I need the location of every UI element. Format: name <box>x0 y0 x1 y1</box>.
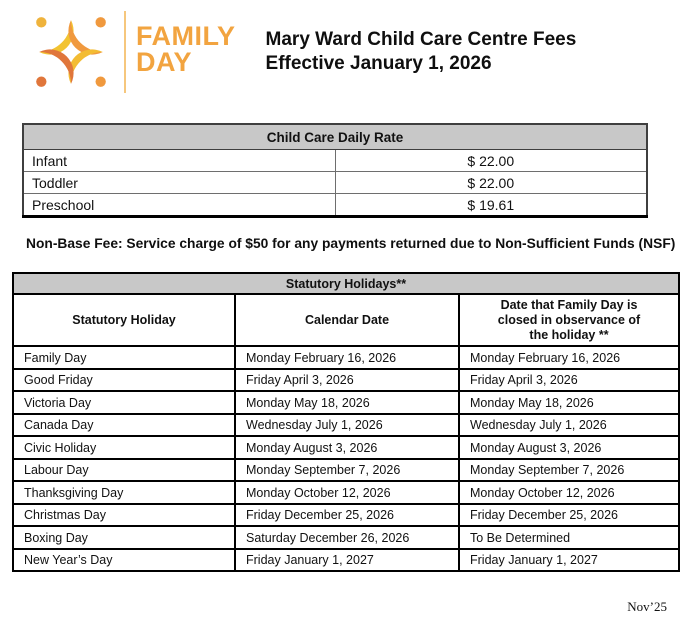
closure-date: Monday May 18, 2026 <box>459 391 679 414</box>
closure-date: Monday August 3, 2026 <box>459 436 679 459</box>
rate-label: Preschool <box>23 194 335 217</box>
table-row <box>13 436 679 459</box>
revision-date: Nov’25 <box>627 599 667 615</box>
column-header-closure-date: Date that Family Day is closed in observance of the holiday ** <box>459 294 679 346</box>
closure-date: Wednesday July 1, 2026 <box>459 414 679 437</box>
daily-rate-table <box>22 123 648 218</box>
daily-rate-table-title: Child Care Daily Rate <box>23 124 647 150</box>
table-row <box>13 504 679 527</box>
document-header <box>0 0 700 99</box>
holiday-name: New Year’s Day <box>13 549 235 572</box>
table-row <box>13 481 679 504</box>
table-row <box>13 459 679 482</box>
rate-label: Toddler <box>23 172 335 194</box>
table-row <box>23 150 647 172</box>
closure-date: Friday January 1, 2027 <box>459 549 679 572</box>
logo-wordmark-line1: FAMILY <box>136 21 236 51</box>
page-title-line2: Effective January 1, 2026 <box>265 52 492 74</box>
calendar-date: Monday October 12, 2026 <box>235 481 459 504</box>
closure-date: Friday December 25, 2026 <box>459 504 679 527</box>
table-row <box>13 549 679 572</box>
calendar-date: Monday May 18, 2026 <box>235 391 459 414</box>
table-row <box>13 346 679 369</box>
calendar-date: Friday January 1, 2027 <box>235 549 459 572</box>
holidays-column-header-row <box>13 294 679 346</box>
holiday-name: Good Friday <box>13 369 235 392</box>
holiday-name: Boxing Day <box>13 526 235 549</box>
logo-wordmark <box>136 21 236 77</box>
column-header-calendar-date: Calendar Date <box>235 294 459 346</box>
table-row <box>13 526 679 549</box>
statutory-holidays-table <box>12 272 680 572</box>
family-day-logo-icon <box>27 9 115 95</box>
rate-value: $ 19.61 <box>335 194 647 217</box>
calendar-date: Friday April 3, 2026 <box>235 369 459 392</box>
holiday-name: Victoria Day <box>13 391 235 414</box>
page-title <box>266 28 577 76</box>
table-row <box>23 194 647 217</box>
holiday-name: Family Day <box>13 346 235 369</box>
closure-date: To Be Determined <box>459 526 679 549</box>
holiday-name: Christmas Day <box>13 504 235 527</box>
holidays-title-row <box>13 273 679 294</box>
calendar-date: Wednesday July 1, 2026 <box>235 414 459 437</box>
calendar-date: Monday August 3, 2026 <box>235 436 459 459</box>
calendar-date: Monday September 7, 2026 <box>235 459 459 482</box>
logo-wordmark-line2: DAY <box>136 46 193 77</box>
table-row <box>13 391 679 414</box>
rate-value: $ 22.00 <box>335 172 647 194</box>
daily-rate-header-row <box>23 124 647 150</box>
table-row <box>13 414 679 437</box>
calendar-date: Monday February 16, 2026 <box>235 346 459 369</box>
calendar-date: Saturday December 26, 2026 <box>235 526 459 549</box>
column-header-holiday: Statutory Holiday <box>13 294 235 346</box>
calendar-date: Friday December 25, 2026 <box>235 504 459 527</box>
holiday-name: Thanksgiving Day <box>13 481 235 504</box>
holiday-name: Labour Day <box>13 459 235 482</box>
holiday-name: Civic Holiday <box>13 436 235 459</box>
holidays-table-title: Statutory Holidays** <box>13 273 679 294</box>
page-title-line1: Mary Ward Child Care Centre Fees <box>265 29 577 50</box>
nsf-note: Non-Base Fee: Service charge of $50 for any payments returned due to Non-Sufficient Funds (NSF) <box>26 236 676 251</box>
logo-divider <box>124 11 126 93</box>
closure-date: Monday October 12, 2026 <box>459 481 679 504</box>
rate-label: Infant <box>23 150 335 172</box>
closure-date: Monday September 7, 2026 <box>459 459 679 482</box>
rate-value: $ 22.00 <box>335 150 647 172</box>
closure-date: Monday February 16, 2026 <box>459 346 679 369</box>
closure-date: Friday April 3, 2026 <box>459 369 679 392</box>
holiday-name: Canada Day <box>13 414 235 437</box>
table-row <box>23 172 647 194</box>
table-row <box>13 369 679 392</box>
